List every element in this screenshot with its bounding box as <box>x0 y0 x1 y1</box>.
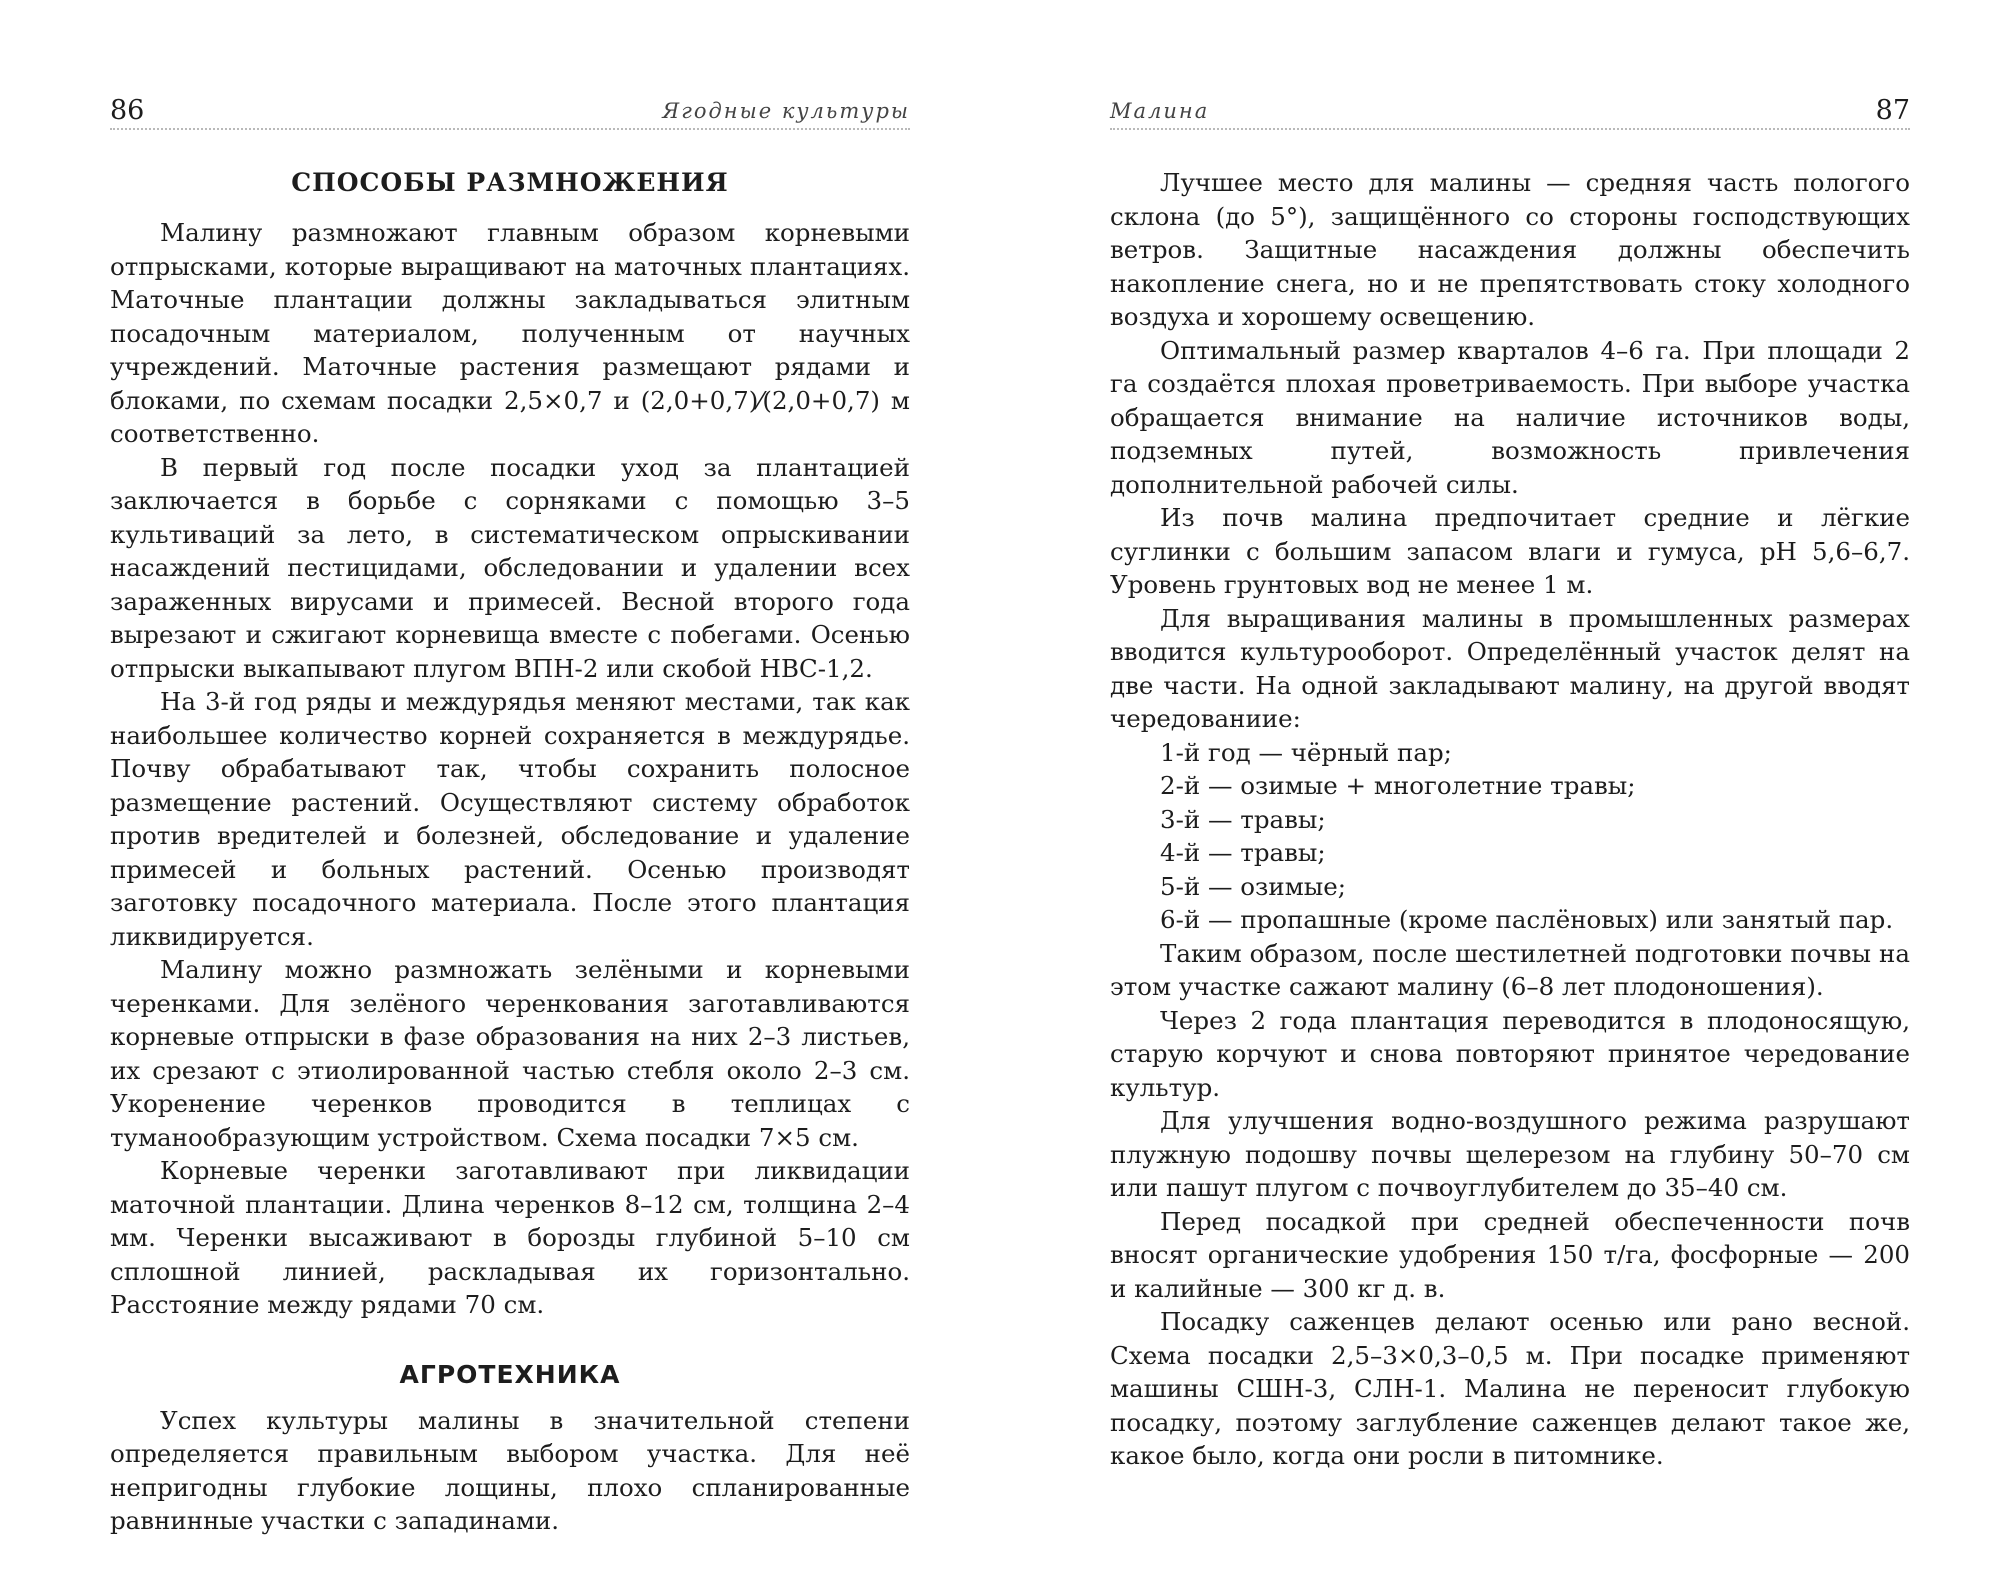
list-item: 3-й — травы; <box>1160 804 1326 834</box>
right-page-number: 87 <box>1875 95 1910 126</box>
right-text-block <box>1110 166 1910 1473</box>
right-header-rule <box>1110 128 1910 130</box>
left-running-title: Ягодные культуры <box>662 99 910 123</box>
paragraph: Лучшее место для малины — средняя часть пологого склона (до 5°), защищённого со стороны господствующих ветров. Защитные насаждения должны обеспечить накопление снега, но и не препятствовать стоку холодного воздуха и хорошему освещению. <box>1110 168 1910 331</box>
paragraph: В первый год после посадки уход за плантацией заключается в борьбе с сорняками с помощью 3–5 культиваций за лето, в систематическом опрыскивании насаждений пестицидами, обследовании и удалении всех зараженных вирусами и примесей. Весной второго года вырезают и сжигают корневища вместе с побегами. Осенью отпрыски выкапывают плугом ВПН-2 или скобой НВС-1,2. <box>110 452 910 683</box>
paragraph: Успех культуры малины в значительной степени определяется правильным выбором участка. Для неё непригодны глубокие лощины, плохо спланированные равнинные участки с западинами. <box>110 1405 910 1535</box>
paragraph: Для улучшения водно-воздушного режима разрушают плужную подошву почвы щелерезом на глубину 50–70 см или пашут плугом с почвоуглубителем до 35–40 см. <box>1110 1106 1910 1202</box>
right-running-head <box>1110 86 1910 126</box>
paragraph: На 3-й год ряды и междурядья меняют местами, так как наибольшее количество корней сохраняется в междурядье. Почву обрабатывают так, чтобы сохранить полосное размещение растений. Осуществляют систему обработок против вредителей и болезней, обследование и удаление примесей и больных растений. Осенью производят заготовку посадочного материала. После этого плантация ликвидируется. <box>110 687 910 951</box>
list-item: 6-й — пропашные (кроме паслёновых) или занятый пар. <box>1160 905 1894 934</box>
list-item: 4-й — травы; <box>1160 838 1326 867</box>
rotation-list <box>1110 736 1910 937</box>
left-text-block <box>110 166 910 1538</box>
paragraph: Оптимальный размер кварталов 4–6 га. При площади 2 га создаётся плохая проветриваемость. При выборе участка обращается внимание на наличие источников воды, подземных путей, возможность привлечения дополнительной рабочей силы. <box>1110 335 1910 499</box>
paragraph: Корневые черенки заготавливают при ликвидации маточной плантации. Длина черенков 8–12 см, толщина 2–4 мм. Черенки высаживают в борозды глубиной 5–10 см сплошной линией, раскладывая их горизонтально. Расстояние между рядами 70 см. <box>110 1156 910 1319</box>
left-page-number: 86 <box>110 95 145 126</box>
paragraph: Посадку саженцев делают осенью или рано весной. Схема посадки 2,5–3×0,3–0,5 м. При посадке применяют машины СШН-3, СЛН-1. Малина не переносит глубокую посадку, поэтому заглубление саженцев делают такое же, какое было, когда они росли в питомнике. <box>1110 1307 1910 1470</box>
list-item: 5-й — озимые; <box>1160 871 1347 901</box>
heading-agrotech: АГРОТЕХНИКА <box>399 1359 621 1389</box>
list-item: 1-й год — чёрный пар; <box>1160 737 1452 767</box>
paragraph: Малину можно размножать зелёными и корневыми черенками. Для зелёного черенкования заготавливаются корневые отпрыски в фазе образования на них 2–3 листьев, их срезают с этиолированной частью стебля около 2–3 см. Укоренение черенков проводится в теплицах с туманообразующим устройством. Схема посадки 7×5 см. <box>110 955 910 1152</box>
right-page <box>1000 0 2000 1574</box>
paragraph: Из почв малина предпочитает средние и лёгкие суглинки с большим запасом влаги и гумуса, pH 5,6–6,7. Уровень грунтовых вод не менее 1 м. <box>1110 503 1910 599</box>
paragraph: Для выращивания малины в промышленных размерах вводится культурооборот. Определённый участок делят на две части. На одной закладывают малину, на другой вводят чередованиие: <box>1110 603 1910 733</box>
paragraph: Через 2 года плантация переводится в плодоносящую, старую корчуют и снова повторяют принятое чередование культур. <box>1110 1005 1910 1102</box>
heading-propagation: СПОСОБЫ РАЗМНОЖЕНИЯ <box>291 168 729 197</box>
paragraph: Перед посадкой при средней обеспеченности почв вносят органические удобрения 150 т/га, фосфорные — 200 и калийные — 300 кг д. в. <box>1110 1206 1910 1303</box>
paragraph: Малину размножают главным образом корневыми отпрысками, которые выращивают на маточных плантациях. Маточные плантации должны закладываться элитным посадочным материалом, полученным от научных учреждений. Маточные растения размещают рядами и блоками, по схемам посадки 2,5×0,7 и (2,0+0,7)⁄(2,0+0,7) м соответственно. <box>110 218 910 448</box>
right-running-title: Малина <box>1110 99 1210 123</box>
list-item: 2-й — озимые + многолетние травы; <box>1160 771 1636 800</box>
left-header-rule <box>110 128 910 130</box>
left-running-head <box>110 86 910 126</box>
paragraph: Таким образом, после шестилетней подготовки почвы на этом участке сажают малину (6–8 лет плодоношения). <box>1110 938 1910 1001</box>
